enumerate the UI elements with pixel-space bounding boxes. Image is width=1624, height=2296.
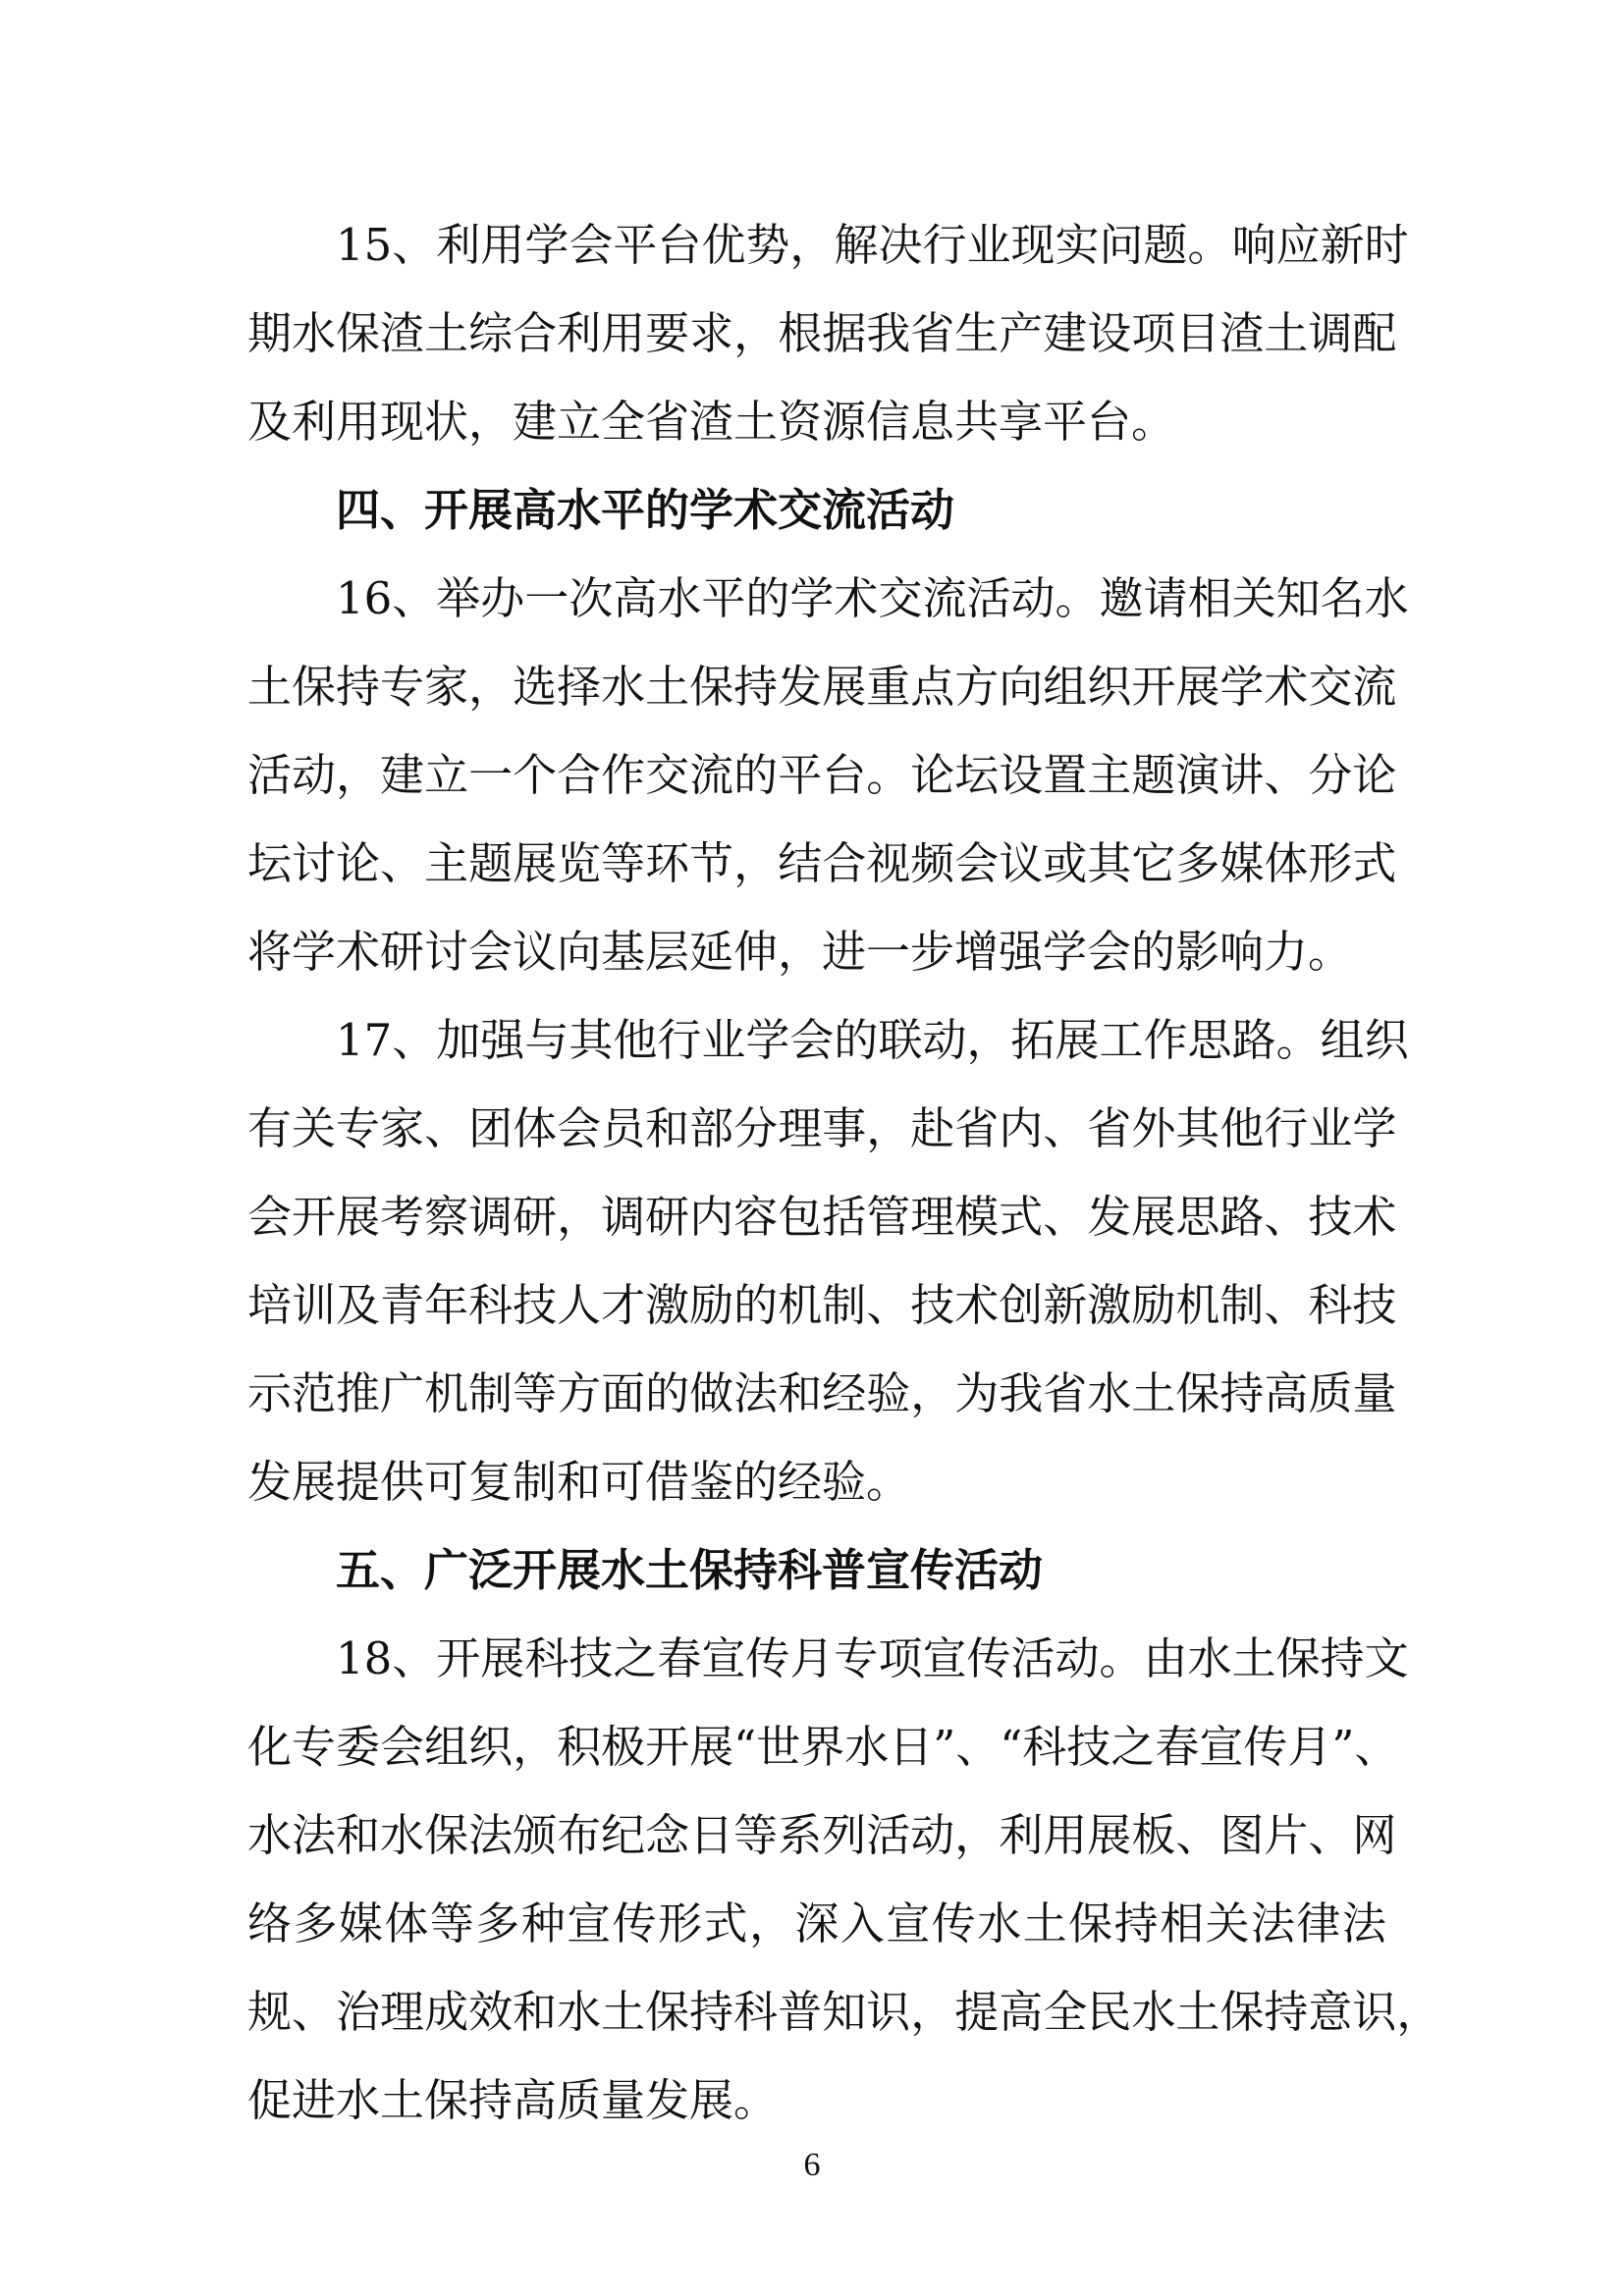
paragraph-line: 将学术研讨会议向基层延伸，进一步增强学会的影响力。	[247, 926, 1353, 978]
paragraph-item-18	[247, 1615, 1441, 2145]
paragraph-line: 坛 讨 论 、 主 题 展 览 等 环 节 ， 结 合 视 频 会 议 或 其 它 多 媒 体 形 式	[247, 837, 1397, 889]
page-number: 6	[803, 2147, 821, 2183]
document-body	[247, 201, 1441, 2145]
paragraph-line: 水 法 和 水 保 法 颁 布 纪 念 日 等 系 列 活 动 ， 利 用 展 板 、 图 片 、 网	[247, 1809, 1397, 1861]
paragraph-line: 及利用现状，建立全省渣土资源信息共享平台。	[247, 396, 1176, 448]
paragraph-line: 有 关 专 家 、 团 体 会 员 和 部 分 理 事 ， 赴 省 内 、 省 外 其 他 行 业 学	[247, 1102, 1397, 1154]
paragraph-item-15	[247, 201, 1409, 466]
section-heading-5: 五、广泛开展水土保持科普宣传活动	[336, 1544, 1044, 1596]
paragraph-line: 18 、 开 展 科 技 之 春 宣 传 月 专 项 宣 传 活 动 。 由 水 土 保 持 文	[336, 1632, 1409, 1684]
paragraph-item-16	[247, 555, 1409, 996]
paragraph-line: 发展提供可复制和可借鉴的经验。	[247, 1456, 911, 1508]
paragraph-line: 化 专 委 会 组 织 ， 积 极 开 展 “ 世 界 水 日 ” 、 “ 科 技 之 春 宣 传 月 ” 、	[247, 1721, 1399, 1773]
paragraph-line: 促进水土保持高质量发展。	[247, 2074, 779, 2126]
paragraph-line: 培 训 及 青 年 科 技 人 才 激 励 的 机 制 、 技 术 创 新 激 励 机 制 、 科 技	[247, 1279, 1397, 1331]
paragraph-line: 规 、 治 理 成 效 和 水 土 保 持 科 普 知 识 ， 提 高 全 民 水 土 保 持 意 识 ，	[247, 1986, 1441, 2038]
paragraph-line: 土 保 持 专 家 ， 选 择 水 土 保 持 发 展 重 点 方 向 组 织 开 展 学 术 交 流	[247, 661, 1397, 713]
section-heading-4: 四、开展高水平的学术交流活动	[336, 484, 955, 536]
paragraph-line: 活 动 ， 建 立 一 个 合 作 交 流 的 平 台 。 论 坛 设 置 主 题 演 讲 、 分 论	[247, 749, 1397, 801]
paragraph-line: 17 、 加 强 与 其 他 行 业 学 会 的 联 动 ， 拓 展 工 作 思 路 。 组 织	[336, 1014, 1409, 1066]
paragraph-item-17	[247, 996, 1409, 1526]
paragraph-line: 期 水 保 渣 土 综 合 利 用 要 求 ， 根 据 我 省 生 产 建 设 项 目 渣 土 调 配	[247, 307, 1397, 359]
paragraph-line: 会 开 展 考 察 调 研 ， 调 研 内 容 包 括 管 理 模 式 、 发 展 思 路 、 技 术	[247, 1191, 1397, 1243]
paragraph-line: 络 多 媒 体 等 多 种 宣 传 形 式 ， 深 入 宣 传 水 土 保 持 相 关 法 律 法	[247, 1897, 1386, 1949]
paragraph-line: 15 、 利 用 学 会 平 台 优 势 ， 解 决 行 业 现 实 问 题 。 响 应 新 时	[336, 219, 1409, 271]
paragraph-line: 示 范 推 广 机 制 等 方 面 的 做 法 和 经 验 ， 为 我 省 水 土 保 持 高 质 量	[247, 1367, 1397, 1419]
paragraph-line: 16 、 举 办 一 次 高 水 平 的 学 术 交 流 活 动 。 邀 请 相 关 知 名 水	[336, 572, 1409, 624]
